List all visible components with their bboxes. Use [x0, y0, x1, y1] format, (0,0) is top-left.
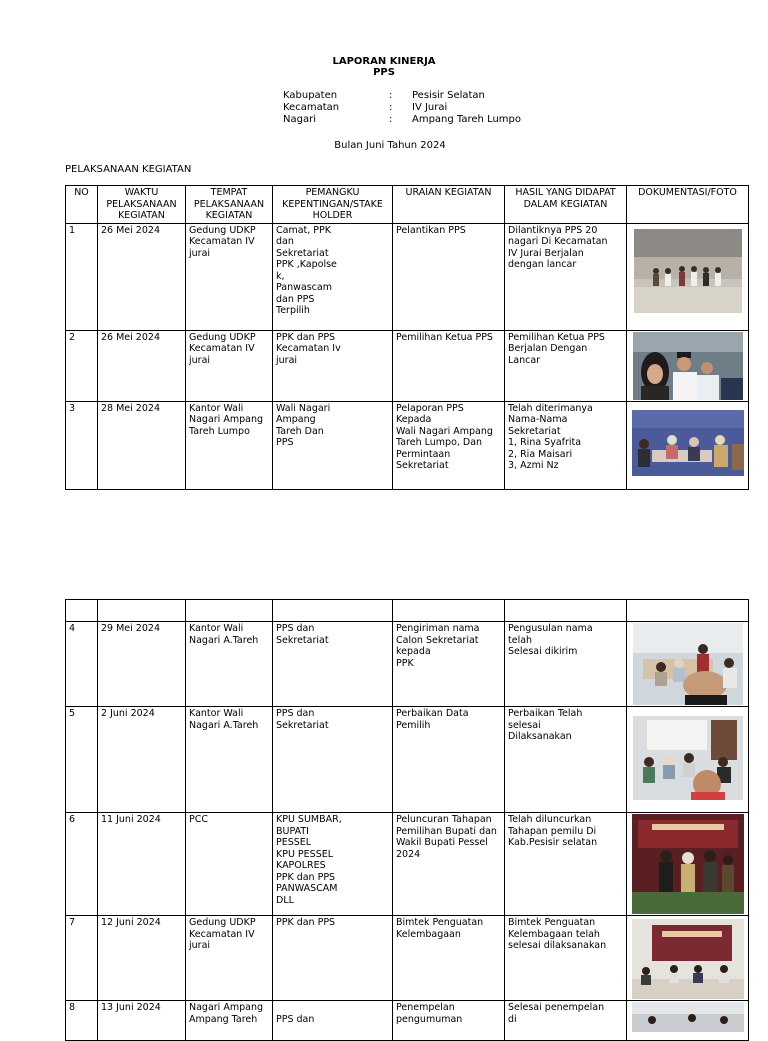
info-row-kecamatan — [283, 102, 521, 114]
report-subtitle: PPS — [373, 67, 395, 78]
region-info — [283, 90, 521, 126]
cell-pemangku: Wali Nagari Ampang Tareh Dan PPS — [273, 401, 393, 489]
event-photo — [632, 919, 744, 999]
cell-tempat: Gedung UDKP Kecamatan IV jurai — [186, 916, 273, 1001]
cell-pemangku: KPU SUMBAR, BUPATI PESSEL KPU PESSEL KAPOLRES PPK dan PPS PANWASCAM DLL — [273, 813, 393, 916]
cell-foto — [627, 330, 749, 401]
cell-uraian: Pelantikan PPS — [393, 223, 505, 330]
empty-cell — [186, 600, 273, 622]
cell-hasil: Bimtek Penguatan Kelembagaan telah selesai dilaksanakan — [505, 916, 627, 1001]
col-header-pemangku: PEMANGKU KEPENTINGAN/STAKE HOLDER — [273, 186, 393, 224]
cell-hasil: Telah diterimanya Nama-Nama Sekretariat 1, Rina Syafrita 2, Ria Maisari 3, Azmi Nz — [505, 401, 627, 489]
table-row — [66, 622, 749, 707]
info-row-nagari — [283, 114, 521, 126]
info-value: Pesisir Selatan — [412, 90, 485, 101]
info-key: Nagari — [283, 114, 316, 125]
empty-cell — [627, 600, 749, 622]
col-header-hasil: HASIL YANG DIDAPAT DALAM KEGIATAN — [505, 186, 627, 224]
table-row — [66, 401, 749, 489]
cell-hasil: Dilantiknya PPS 20 nagari Di Kecamatan IV Jurai Berjalan dengan lancar — [505, 223, 627, 330]
cell-uraian: Penempelan pengumuman — [393, 1001, 505, 1041]
cell-no: 8 — [66, 1001, 98, 1041]
cell-no: 5 — [66, 707, 98, 813]
cell-uraian: Bimtek Penguatan Kelembagaan — [393, 916, 505, 1001]
cell-waktu: 2 Juni 2024 — [98, 707, 186, 813]
event-photo — [632, 814, 744, 914]
event-photo — [633, 716, 743, 800]
table-header-row — [66, 600, 749, 622]
cell-waktu: 28 Mei 2024 — [98, 401, 186, 489]
table-row — [66, 916, 749, 1001]
cell-foto — [627, 1001, 749, 1041]
table-row — [66, 330, 749, 401]
cell-waktu: 11 Juni 2024 — [98, 813, 186, 916]
info-sep: : — [389, 114, 393, 125]
section-title: PELAKSANAAN KEGIATAN — [65, 164, 192, 175]
cell-waktu: 26 Mei 2024 — [98, 223, 186, 330]
cell-tempat: Kantor Wali Nagari A.Tareh — [186, 707, 273, 813]
event-photo — [633, 623, 743, 705]
cell-no: 4 — [66, 622, 98, 707]
cell-waktu: 29 Mei 2024 — [98, 622, 186, 707]
info-key: Kabupaten — [283, 90, 338, 101]
info-value: Ampang Tareh Lumpo — [412, 114, 522, 125]
col-header-waktu: WAKTU PELAKSANAAN KEGIATAN — [98, 186, 186, 224]
cell-hasil: Selesai penempelan di — [505, 1001, 627, 1041]
info-sep: : — [389, 90, 393, 101]
cell-no: 2 — [66, 330, 98, 401]
cell-pemangku: PPS dan Sekretariat — [273, 622, 393, 707]
col-header-foto: DOKUMENTASI/FOTO — [627, 186, 749, 224]
cell-pemangku: PPS dan Sekretariat — [273, 707, 393, 813]
event-photo — [634, 229, 742, 313]
cell-foto — [627, 223, 749, 330]
table-row — [66, 223, 749, 330]
empty-cell — [393, 600, 505, 622]
cell-foto — [627, 813, 749, 916]
cell-no: 6 — [66, 813, 98, 916]
cell-uraian: Pemilihan Ketua PPS — [393, 330, 505, 401]
cell-uraian: Pengiriman nama Calon Sekretariat kepada PPK — [393, 622, 505, 707]
cell-tempat: Gedung UDKP Kecamatan IV jurai — [186, 223, 273, 330]
cell-foto — [627, 916, 749, 1001]
report-period: Bulan Juni Tahun 2024 — [334, 140, 446, 151]
cell-foto — [627, 622, 749, 707]
table-row — [66, 1001, 749, 1041]
cell-no: 1 — [66, 223, 98, 330]
info-key: Kecamatan — [283, 102, 340, 113]
cell-hasil: Pemilihan Ketua PPS Berjalan Dengan Lancar — [505, 330, 627, 401]
cell-no: 3 — [66, 401, 98, 489]
cell-tempat: Nagari Ampang Ampang Tareh — [186, 1001, 273, 1041]
empty-cell — [273, 600, 393, 622]
activity-table-page2 — [65, 599, 749, 1041]
cell-uraian: Pelaporan PPS Kepada Wali Nagari Ampang Tareh Lumpo, Dan Permintaan Sekretariat — [393, 401, 505, 489]
cell-no: 7 — [66, 916, 98, 1001]
event-photo — [632, 1002, 744, 1032]
cell-uraian: Peluncuran Tahapan Pemilihan Bupati dan Wakil Bupati Pessel 2024 — [393, 813, 505, 916]
info-row-kabupaten — [283, 90, 521, 102]
cell-waktu: 12 Juni 2024 — [98, 916, 186, 1001]
activity-table-page1 — [65, 185, 749, 490]
cell-uraian: Perbaikan Data Pemilih — [393, 707, 505, 813]
empty-cell — [66, 600, 98, 622]
col-header-tempat: TEMPAT PELAKSANAAN KEGIATAN — [186, 186, 273, 224]
info-value: IV Jurai — [412, 102, 448, 113]
cell-tempat: Kantor Wali Nagari A.Tareh — [186, 622, 273, 707]
cell-tempat: Kantor Wali Nagari Ampang Tareh Lumpo — [186, 401, 273, 489]
table-row — [66, 707, 749, 813]
empty-cell — [98, 600, 186, 622]
cell-foto — [627, 707, 749, 813]
cell-waktu: 13 Juni 2024 — [98, 1001, 186, 1041]
report-title: LAPORAN KINERJA — [332, 56, 436, 67]
table-row — [66, 813, 749, 916]
info-sep: : — [389, 102, 393, 113]
cell-hasil: Telah diluncurkan Tahapan pemilu Di Kab.Pesisir selatan — [505, 813, 627, 916]
event-photo — [632, 410, 744, 476]
table-header-row — [66, 186, 749, 224]
cell-hasil: Perbaikan Telah selesai Dilaksanakan — [505, 707, 627, 813]
cell-hasil: Pengusulan nama telah Selesai dikirim — [505, 622, 627, 707]
empty-cell — [505, 600, 627, 622]
col-header-no: NO — [66, 186, 98, 224]
cell-tempat: PCC — [186, 813, 273, 916]
cell-pemangku: PPS dan — [273, 1001, 393, 1041]
cell-pemangku: Camat, PPK dan Sekretariat PPK ,Kapolse k, Panwascam dan PPS Terpilih — [273, 223, 393, 330]
cell-pemangku: PPK dan PPS Kecamatan Iv jurai — [273, 330, 393, 401]
event-photo — [633, 332, 743, 400]
cell-pemangku: PPK dan PPS — [273, 916, 393, 1001]
cell-waktu: 26 Mei 2024 — [98, 330, 186, 401]
cell-tempat: Gedung UDKP Kecamatan IV jurai — [186, 330, 273, 401]
cell-foto — [627, 401, 749, 489]
col-header-uraian: URAIAN KEGIATAN — [393, 186, 505, 224]
